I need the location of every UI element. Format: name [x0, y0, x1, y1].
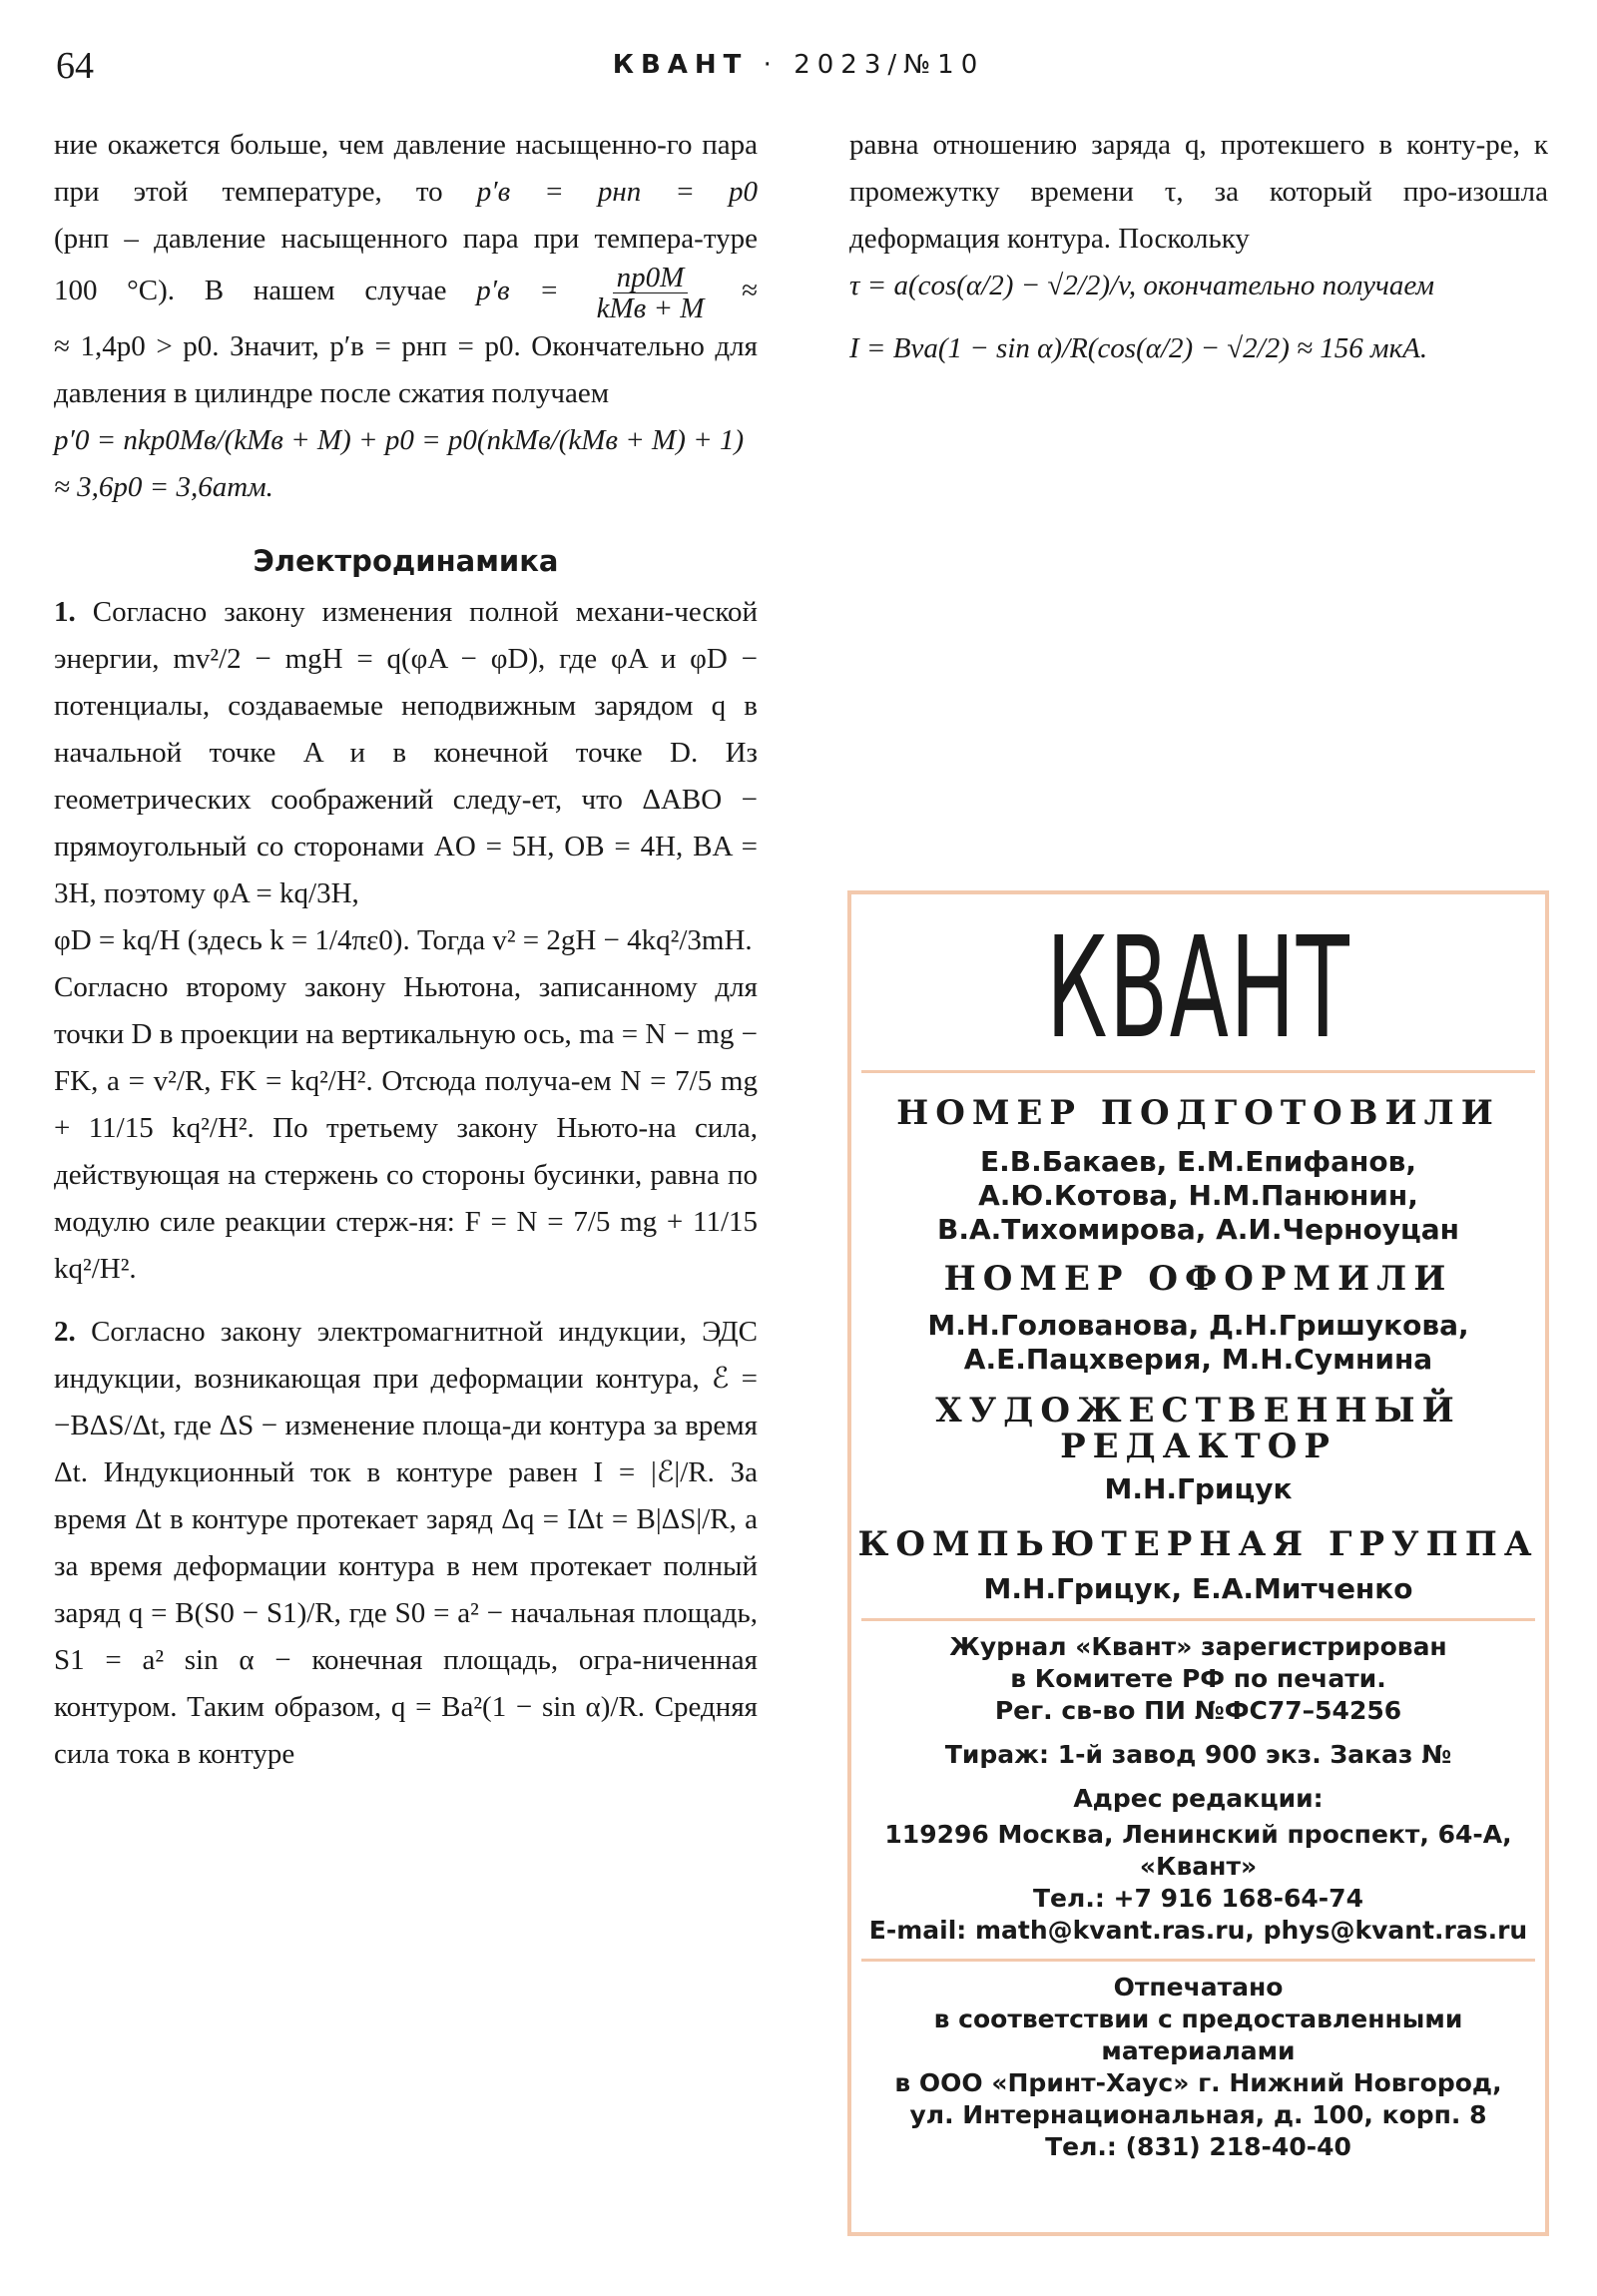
problem-1-label: 1.: [54, 596, 76, 628]
final-pressure-formula: p′0 = nkp0Mв/(kMв + M) + p0 = p0(nkMв/(kMв + M) + 1) ≈ 3,6p0 = 3,6атм.: [54, 424, 745, 503]
registration-info: Журнал «Квант» зарегистрирован в Комитете РФ по печати. Рег. св-во ПИ №ФС77–54256: [949, 1632, 1447, 1725]
email: E-mail: math@kvant.ras.ru, phys@kvant.ras.ru: [868, 1916, 1528, 1945]
left-column: [54, 122, 758, 1778]
prepared-title: НОМЕР ПОДГОТОВИЛИ: [896, 1093, 1500, 1133]
problem-2-label: 2.: [54, 1316, 76, 1348]
header-separator: ·: [763, 50, 779, 80]
page-number: 64: [56, 45, 94, 87]
intro-paragraph-3: ≈ 1,4p0 > p0. Значит, p′в = pнп = p0. Окончательно для давления в цилиндре после сжатия получаем: [54, 330, 758, 409]
magazine-name: КВАНТ: [612, 50, 749, 80]
kvant-logo: КВАНТ: [1045, 907, 1351, 1070]
problem-1-newton: Согласно второму закону Ньютона, записанному для точки D в проекции на вертикальную ось, ma = N − mg − FK, a = v²/R, FK = kq²/H². Отсюда получа-ем N = 7/5 mg + 11/15 kq²/H². По третьему закону Ньюто-на сила, действующая на стержень со стороны бусинки, равна по модулю силе реакции стерж-ня: F = N = 7/5 mg + 11/15 kq²/H².: [54, 971, 758, 1285]
right-column: [849, 122, 1548, 372]
art-editor-name: М.Н.Грицук: [1104, 1472, 1293, 1505]
issue-number: 2023/№10: [794, 50, 985, 80]
address: 119296 Москва, Ленинский проспект, 64-А, «Квант»: [884, 1820, 1512, 1881]
design-title: НОМЕР ОФОРМИЛИ: [943, 1259, 1453, 1299]
current-formula: I = Bva(1 − sin α)/R(cos(α/2) − √2/2) ≈ 156 мкА.: [849, 332, 1428, 364]
tau-formula: τ = a(cos(α/2) − √2/2)/v, окончательно получаем: [849, 270, 1434, 301]
computer-group-names: М.Н.Грицук, Е.А.Митченко: [983, 1572, 1413, 1605]
design-names: М.Н.Голованова, Д.Н.Гришукова, А.Е.Пацхверия, М.Н.Сумнина: [927, 1309, 1469, 1376]
phone: Тел.: +7 916 168-64-74: [1033, 1884, 1363, 1913]
address-title: Адрес редакции:: [1073, 1784, 1324, 1813]
section-title: Электродинамика: [253, 544, 559, 578]
computer-group-title: КОМПЬЮТЕРНАЯ ГРУППА: [857, 1524, 1539, 1564]
circulation-info: Тираж: 1-й завод 900 экз. Заказ №: [944, 1740, 1452, 1769]
divider: [861, 1618, 1535, 1621]
printing-info: Отпечатано в соответствии с предоставленными материалами в ООО «Принт-Хаус» г. Нижний Новгород, ул. Интернациональная, д. 100, корп. 8 Тел.: (831) 218-40-40: [894, 1973, 1502, 2161]
colophon-box: [847, 890, 1549, 2236]
problem-2-text: 2. Согласно закону электромагнитной индукции, ЭДС индукции, возникающая при деформации контура, ℰ = −BΔS/Δt, где ΔS − изменение площа-ди контура за время Δt. Индукционный ток в контуре равен I = |ℰ|/R. За время Δt в контуре протекает заряд Δq = IΔt = B|ΔS|/R, а за время деформации контура в нем протекает полный заряд q = B(S0 − S1)/R, где S0 = a² − начальная площадь, S1 = a² sin α − конечная площадь, огра-ниченная контуром. Таким образом, q = Ba²(1 − sin α)/R. Средняя сила тока в контуре: [54, 1316, 758, 1770]
intro-paragraph: ние окажется больше, чем давление насыщенно-го пара при этой температуре, то p′в = pнп = p0: [54, 129, 758, 208]
running-header: [0, 50, 1597, 80]
intro-paragraph-2: (pнп – давление насыщенного пара при темпера-туре 100 °С). В нашем случае p′в = $\frac{np0M}{\text{kMв + M}}$ ≈: [54, 223, 759, 324]
divider: [861, 1959, 1535, 1962]
art-editor-title: ХУДОЖЕСТВЕННЫЙ РЕДАКТОР: [935, 1391, 1461, 1466]
divider: [861, 1070, 1535, 1073]
problem-1-text: 1. Согласно закону изменения полной механи-ческой энергии, mv²/2 − mgH = q(φA − φD), где φA и φD − потенциалы, создаваемые неподвижным зарядом q в начальной точке A и в конечной точке D. Из геометрических соображений следу-ет, что ΔABO − прямоугольный со сторонами AO = 5H, OB = 4H, BA = 3H, поэтому φA = kq/3H,: [54, 596, 759, 909]
problem-1-potentials: φD = kq/H (здесь k = 1/4πε0). Тогда v² = 2gH − 4kq²/3mH.: [54, 924, 753, 956]
fraction: $\frac{np0M}{\text{kMв + M}}$: [596, 262, 705, 324]
continuation-text: равна отношению заряда q, протекшего в конту-ре, к промежутку времени τ, за который про-изошла деформация контура. Поскольку: [849, 129, 1548, 255]
prepared-names: Е.В.Бакаев, Е.М.Епифанов, А.Ю.Котова, Н.М.Панюнин, В.А.Тихомирова, А.И.Черноуцан: [937, 1145, 1459, 1246]
